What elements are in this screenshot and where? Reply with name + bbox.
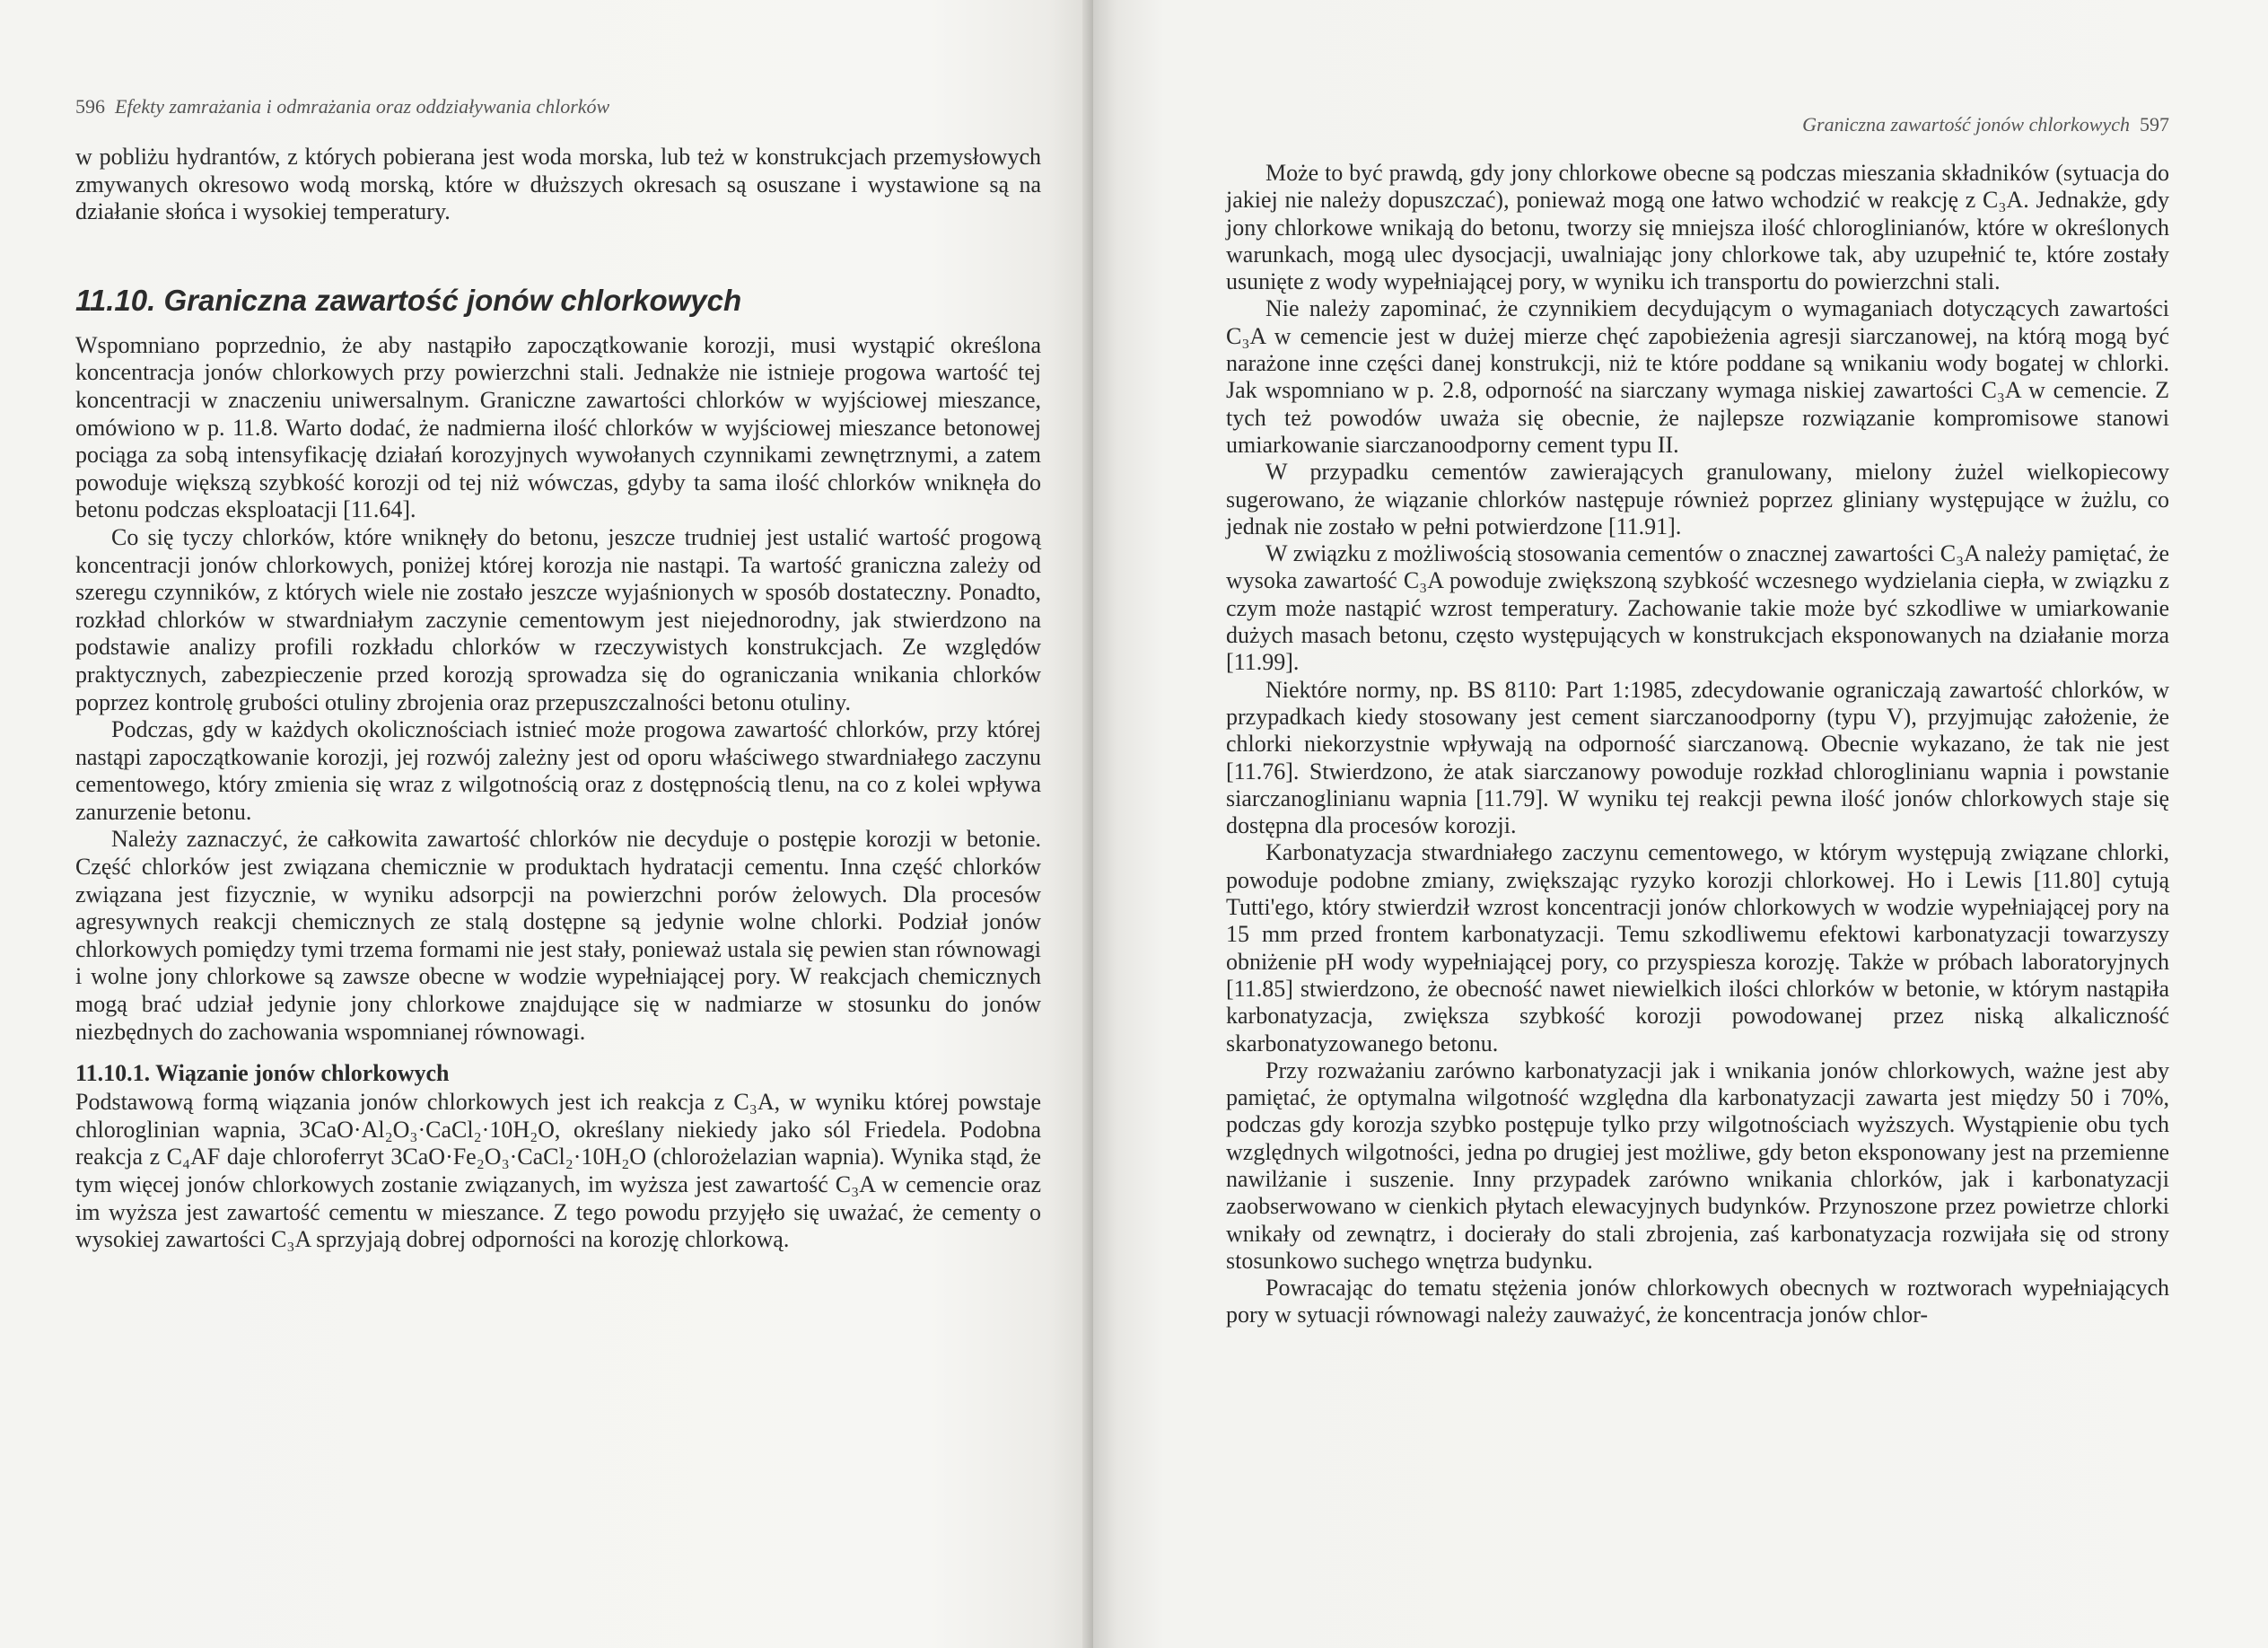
body-paragraph: Może to być prawdą, gdy jony chlorkowe obecne są podczas mieszania składników (sytuacja do jakiej nie należy dopuszczać), ponieważ mogą one łatwo wchodzić w reakcję z C₃A. Jednakże, gdy jony chlorkowe wnikają do betonu, tworzy się mniejsza ilość chloroglinianów, które w określonych warunkach, mogą ulec dysocjacji, uwalniając jony chlorkowe tak, aby uzupełnić te, które zostały usunięte z wody wypełniającej pory, w wyniku ich transportu do powierzchni stali. xyxy=(1226,160,2169,295)
page-number-right: 597 xyxy=(2140,113,2169,136)
body-paragraph: Podczas, gdy w każdych okolicznościach istnieć może progowa zawartość chlorków, przy której nastąpi zapoczątkowanie korozji, jej rozwój zależny jest od oporu właściwego stwardniałego zaczynu cementowego, który zmienia się wraz z wilgotnością oraz z dostępnością tlenu, na co z kolei wpływa zanurzenie betonu. xyxy=(75,716,1041,825)
body-paragraph: Co się tyczy chlorków, które wniknęły do betonu, jeszcze trudniej jest ustalić wartość progową koncentracji jonów chlorkowych, poniżej której korozja nie nastąpi. Ta wartość graniczna zależy od szeregu czynników, z których wiele nie zostało jeszcze wyjaśnionych w sposób dostateczny. Ponadto, rozkład chlorków w stwardniałym zaczynie cementowym jest niejednorodny, jak stwierdzono na podstawie analizy profili rozkładu chlorków w rzeczywistych konstrukcjach. Ze względów praktycznych, zabezpieczenie przed korozją sprowadza się do ograniczania wnikania chlorków poprzez kontrolę grubości otuliny zbrojenia oraz przepuszczalności betonu otuliny. xyxy=(75,523,1041,715)
body-paragraph: Karbonatyzacja stwardniałego zaczynu cementowego, w którym występują związane chlorki, powoduje podobne zmiany, zwiększając ryzyko korozji chlorkowej. Ho i Lewis [11.80] cytują Tutti'ego, który stwierdził wzrost koncentracji jonów chlorkowych w wodzie wypełniającej pory na 15 mm przed frontem karbonatyzacji. Temu szkodliwemu efektowi karbonatyzacji towarzyszy obniżenie pH wody wypełniającej pory, co przyspiesza korozję. Także w próbach laboratoryjnych [11.85] stwierdzono, że obecność nawet niewielkich ilości chlorków w betonie, w którym nastąpiła karbonatyzacja, zwiększa szybkość korozji powodowanej przez niską alkaliczność skarbonatyzowanego betonu. xyxy=(1226,839,2169,1056)
subsection-heading: 11.10.1. Wiązanie jonów chlorkowych xyxy=(75,1060,450,1087)
running-head-left xyxy=(75,93,1041,120)
section-heading: 11.10. Graniczna zawartość jonów chlorkowych xyxy=(75,283,742,317)
body-paragraph: W przypadku cementów zawierających granulowany, mielony żużel wielkopiecowy sugerowano, że wiązanie chlorków następuje również poprzez gliniany występujące w żużlu, co jednak nie zostało w pełni potwierdzone [11.91]. xyxy=(1226,459,2169,539)
running-head-right xyxy=(1226,111,2169,138)
body-paragraph: Należy zaznaczyć, że całkowita zawartość chlorków nie decyduje o postępie korozji w betonie. Część chlorków jest związana chemicznie w produktach hydratacji cementu. Inna część chlorków związana jest fizycznie, w wyniku adsorpcji na powierzchni porów żelowych. Dla procesów agresywnych reakcji chemicznych ze stalą dostępne są jedynie wolne chlorki. Podział jonów chlorkowych pomiędzy tymi trzema formami nie jest stały, ponieważ ustala się pewien stan równowagi i wolne jony chlorkowe są zawsze obecne w wodzie wypełniającej pory. W reakcjach chemicznych mogą brać udział jedynie jony chlorkowe znajdujące się w nadmiarze w stosunku do jonów niezbędnych do zachowania wspomnianej równowagi. xyxy=(75,826,1041,1045)
body-paragraph: Przy rozważaniu zarówno karbonatyzacji jak i wnikania jonów chlorkowych, ważne jest aby pamiętać, że optymalna wilgotność względna dla karbonatyzacji zawarta jest między 50 i 70%, podczas gdy korozja szybko postępuje tylko przy wilgotnościach wyższych. Wystąpienie obu tych względnych wilgotności, jedna po drugiej jest możliwe, gdy beton eksponowany jest na przemienne nawilżanie i suszenie. Inny przypadek zarówno wnikania chlorków, jak i karbonatyzacji zaobserwowano w cienkich płytach elewacyjnych budynków. Przynoszone przez powietrze chlorki wnikały od zewnątrz, i docierały do stali zbrojenia, zaś karbonatyzacja rozwijała się od strony stosunkowo suchego wnętrza budynku. xyxy=(1226,1056,2169,1274)
right-page xyxy=(1093,0,2268,1648)
body-paragraph: W związku z możliwością stosowania cementów o znacznej zawartości C₃A należy pamiętać, że wysoka zawartość C₃A powoduje zwiększoną szybkość wczesnego wydzielania ciepła, w związku z czym może nastąpić wzrost temperatury. Zachowanie takie może być szkodliwe w umiarkowanie dużych masach betonu, często występujących w konstrukcjach eksponowanych na działanie morza [11.99]. xyxy=(1226,540,2169,676)
body-paragraph: Wspomniano poprzednio, że aby nastąpiło zapoczątkowanie korozji, musi wystąpić określona koncentracja jonów chlorkowych przy powierzchni stali. Jednakże nie istnieje progowa wartość tej koncentracji w znaczeniu uniwersalnym. Graniczne zawartości chlorków w wyjściowej mieszance, omówiono w p. 11.8. Warto dodać, że nadmierna ilość chlorków w wyjściowej mieszance betonowej pociąga za sobą intensyfikację działań korozyjnych wywołanych czynnikami zewnętrznymi, a zatem powoduje większą szybkość korozji od tej niż wówczas, gdyby ta sama ilość chlorków wniknęła do betonu podczas eksploatacji [11.64]. xyxy=(75,331,1041,523)
body-paragraph: Niektóre normy, np. BS 8110: Part 1:1985, zdecydowanie ograniczają zawartość chlorków, w przypadkach kiedy stosowany jest cement siarczanoodporny (typu V), przyjmując założenie, że chlorki niekorzystnie wpływają na odporność siarczanową. Obecnie wykazano, że tak nie jest [11.76]. Stwierdzono, że atak siarczanowy powoduje rozkład chloroglinianu wapnia i powstanie siarczanoglinianu wapnia [11.79]. W wyniku tej reakcji pewna ilość jonów chlorkowych staje się dostępna dla procesów korozji. xyxy=(1226,676,2169,839)
running-head-title-right: Graniczna zawartość jonów chlorkowych xyxy=(1802,113,2130,136)
subsection-paragraph: Podstawową formą wiązania jonów chlorkowych jest ich reakcja z C₃A, w wyniku której powstaje chloroglinian wapnia, 3CaO·Al₂O₃·CaCl₂·10H₂O, określany niekiedy jako sól Friedela. Podobna reakcja z C₄AF daje chloroferryt 3CaO·Fe₂O₃·CaCl₂·10H₂O (chlorożelazian wapnia). Wynika stąd, że tym więcej jonów chlorkowych zostanie związanych, im wyższa jest zawartość C₃A w cemencie oraz im wyższa jest zawartość cementu w mieszance. Z tego powodu przyjęło się uważać, że cementy o wysokiej zawartości C₃A sprzyjają dobrej odporności na korozję chlorkową. xyxy=(75,1089,1041,1253)
body-paragraph: Powracając do tematu stężenia jonów chlorkowych obecnych w roztworach wypełniających pory w sytuacji równowagi należy zauważyć, że koncentracja jonów chlor- xyxy=(1226,1275,2169,1328)
running-head-title-left: Efekty zamrażania i odmrażania oraz oddziaływania chlorków xyxy=(115,95,610,118)
body-paragraph: Nie należy zapominać, że czynnikiem decydującym o wymaganiach dotyczących zawartości C₃A w cemencie jest w dużej mierze chęć zapobieżenia agresji siarczanowej, na którą mogą być narażone inne części danej konstrukcji, niż te które poddane są wnikaniu wody bogatej w chlorki. Jak wspomniano w p. 2.8, odporność na siarczany wymaga niskiej zawartości C₃A w cemencie. Z tych też powodów uważa się obecnie, że najlepsze rozwiązanie kompromisowe stanowi umiarkowanie siarczanoodporny cement typu II. xyxy=(1226,295,2169,458)
page-number-left: 596 xyxy=(75,95,105,118)
intro-paragraph: w pobliżu hydrantów, z których pobierana jest woda morska, lub też w konstrukcjach przemysłowych zmywanych okresowo wodą morską, które w dłuższych okresach są osuszane i wystawione są na działanie słońca i wysokiej temperatury. xyxy=(75,144,1041,225)
left-page xyxy=(0,0,1093,1648)
